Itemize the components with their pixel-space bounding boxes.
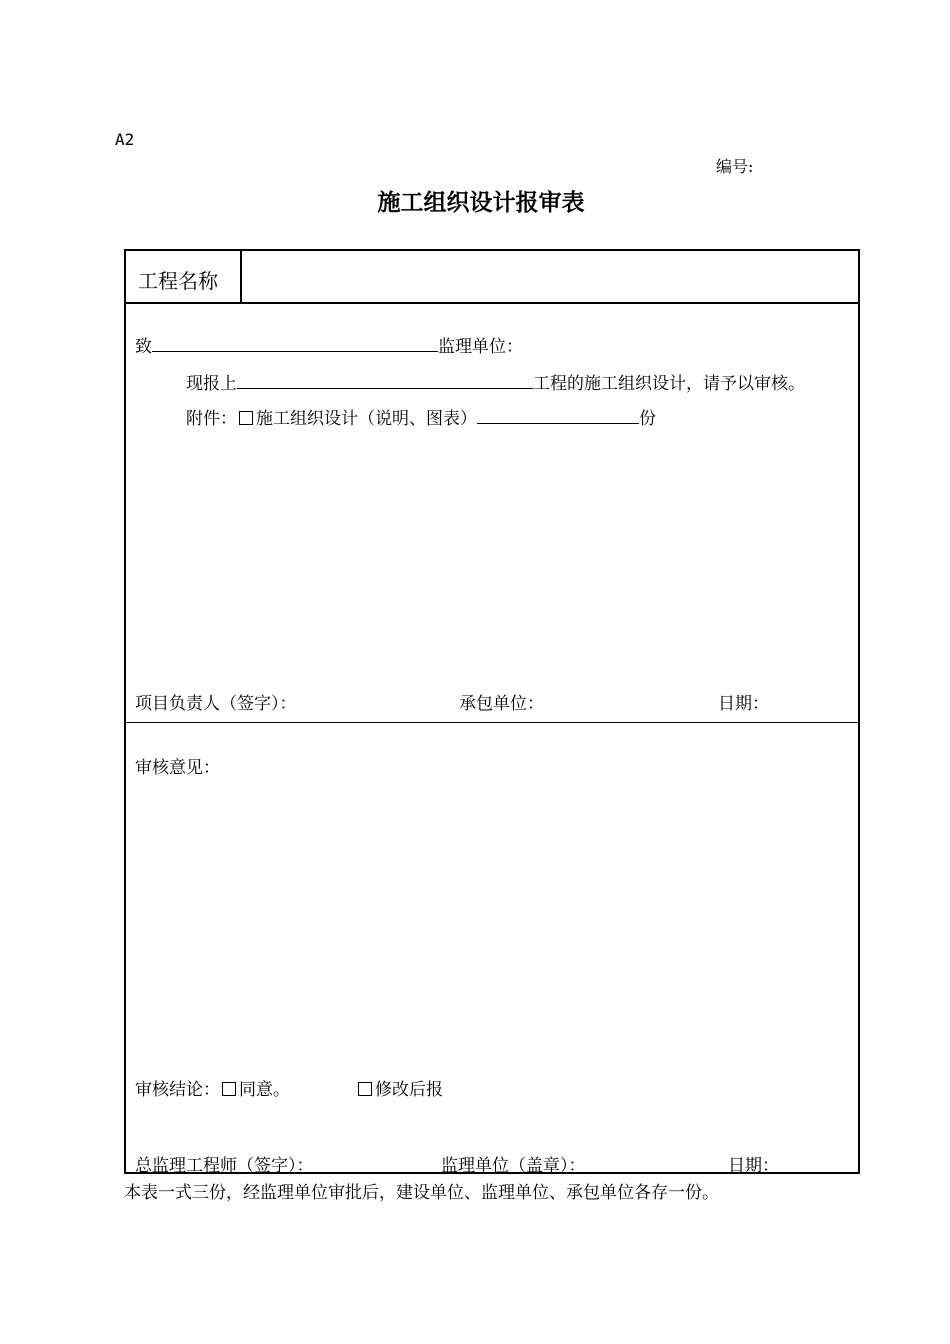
addressee-line	[135, 332, 523, 357]
revise-option-label: 修改后报	[375, 1080, 443, 1100]
supervision-unit-seal-label: 监理单位（盖章）：	[441, 1156, 586, 1176]
chief-engineer-signature-label: 总监理工程师（签字）：	[135, 1156, 314, 1176]
form-code: A2	[115, 130, 135, 149]
project-name-label: 工程名称	[138, 269, 218, 293]
agree-option-label: 同意。	[239, 1080, 290, 1100]
row-divider	[126, 302, 858, 304]
conclusion-label: 审核结论：	[135, 1080, 220, 1100]
attachment-item: 施工组织设计（说明、图表）	[256, 409, 477, 429]
project-manager-signature-label: 项目负责人（签字）：	[135, 694, 297, 714]
addressee-prefix: 致	[135, 337, 152, 357]
attachment-line	[186, 404, 656, 429]
submission-prefix: 现报上	[186, 374, 237, 394]
addressee-suffix: 监理单位：	[438, 337, 523, 357]
serial-number-label: 编号:	[716, 157, 754, 176]
attachment-suffix: 份	[639, 409, 656, 429]
review-conclusion-line	[135, 1075, 443, 1100]
attachment-prefix: 附件：	[186, 409, 237, 429]
submission-suffix: 工程的施工组织设计，请予以审核。	[533, 374, 805, 394]
column-divider	[240, 251, 242, 302]
agree-checkbox[interactable]	[222, 1082, 236, 1096]
review-date-label: 日期：	[728, 1156, 779, 1176]
contractor-label: 承包单位：	[459, 694, 544, 714]
submission-line	[186, 369, 805, 394]
review-opinion-label: 审核意见：	[135, 758, 220, 778]
addressee-blank[interactable]	[152, 335, 438, 352]
project-blank[interactable]	[237, 372, 533, 389]
attachment-checkbox[interactable]	[239, 411, 253, 425]
submission-date-label: 日期：	[718, 694, 769, 714]
attachment-count-blank[interactable]	[477, 407, 639, 424]
revise-checkbox[interactable]	[358, 1082, 372, 1096]
footnote: 本表一式三份，经监理单位审批后，建设单位、监理单位、承包单位各存一份。	[124, 1183, 719, 1203]
page-title: 施工组织设计报审表	[377, 190, 585, 216]
row-divider	[126, 722, 858, 723]
